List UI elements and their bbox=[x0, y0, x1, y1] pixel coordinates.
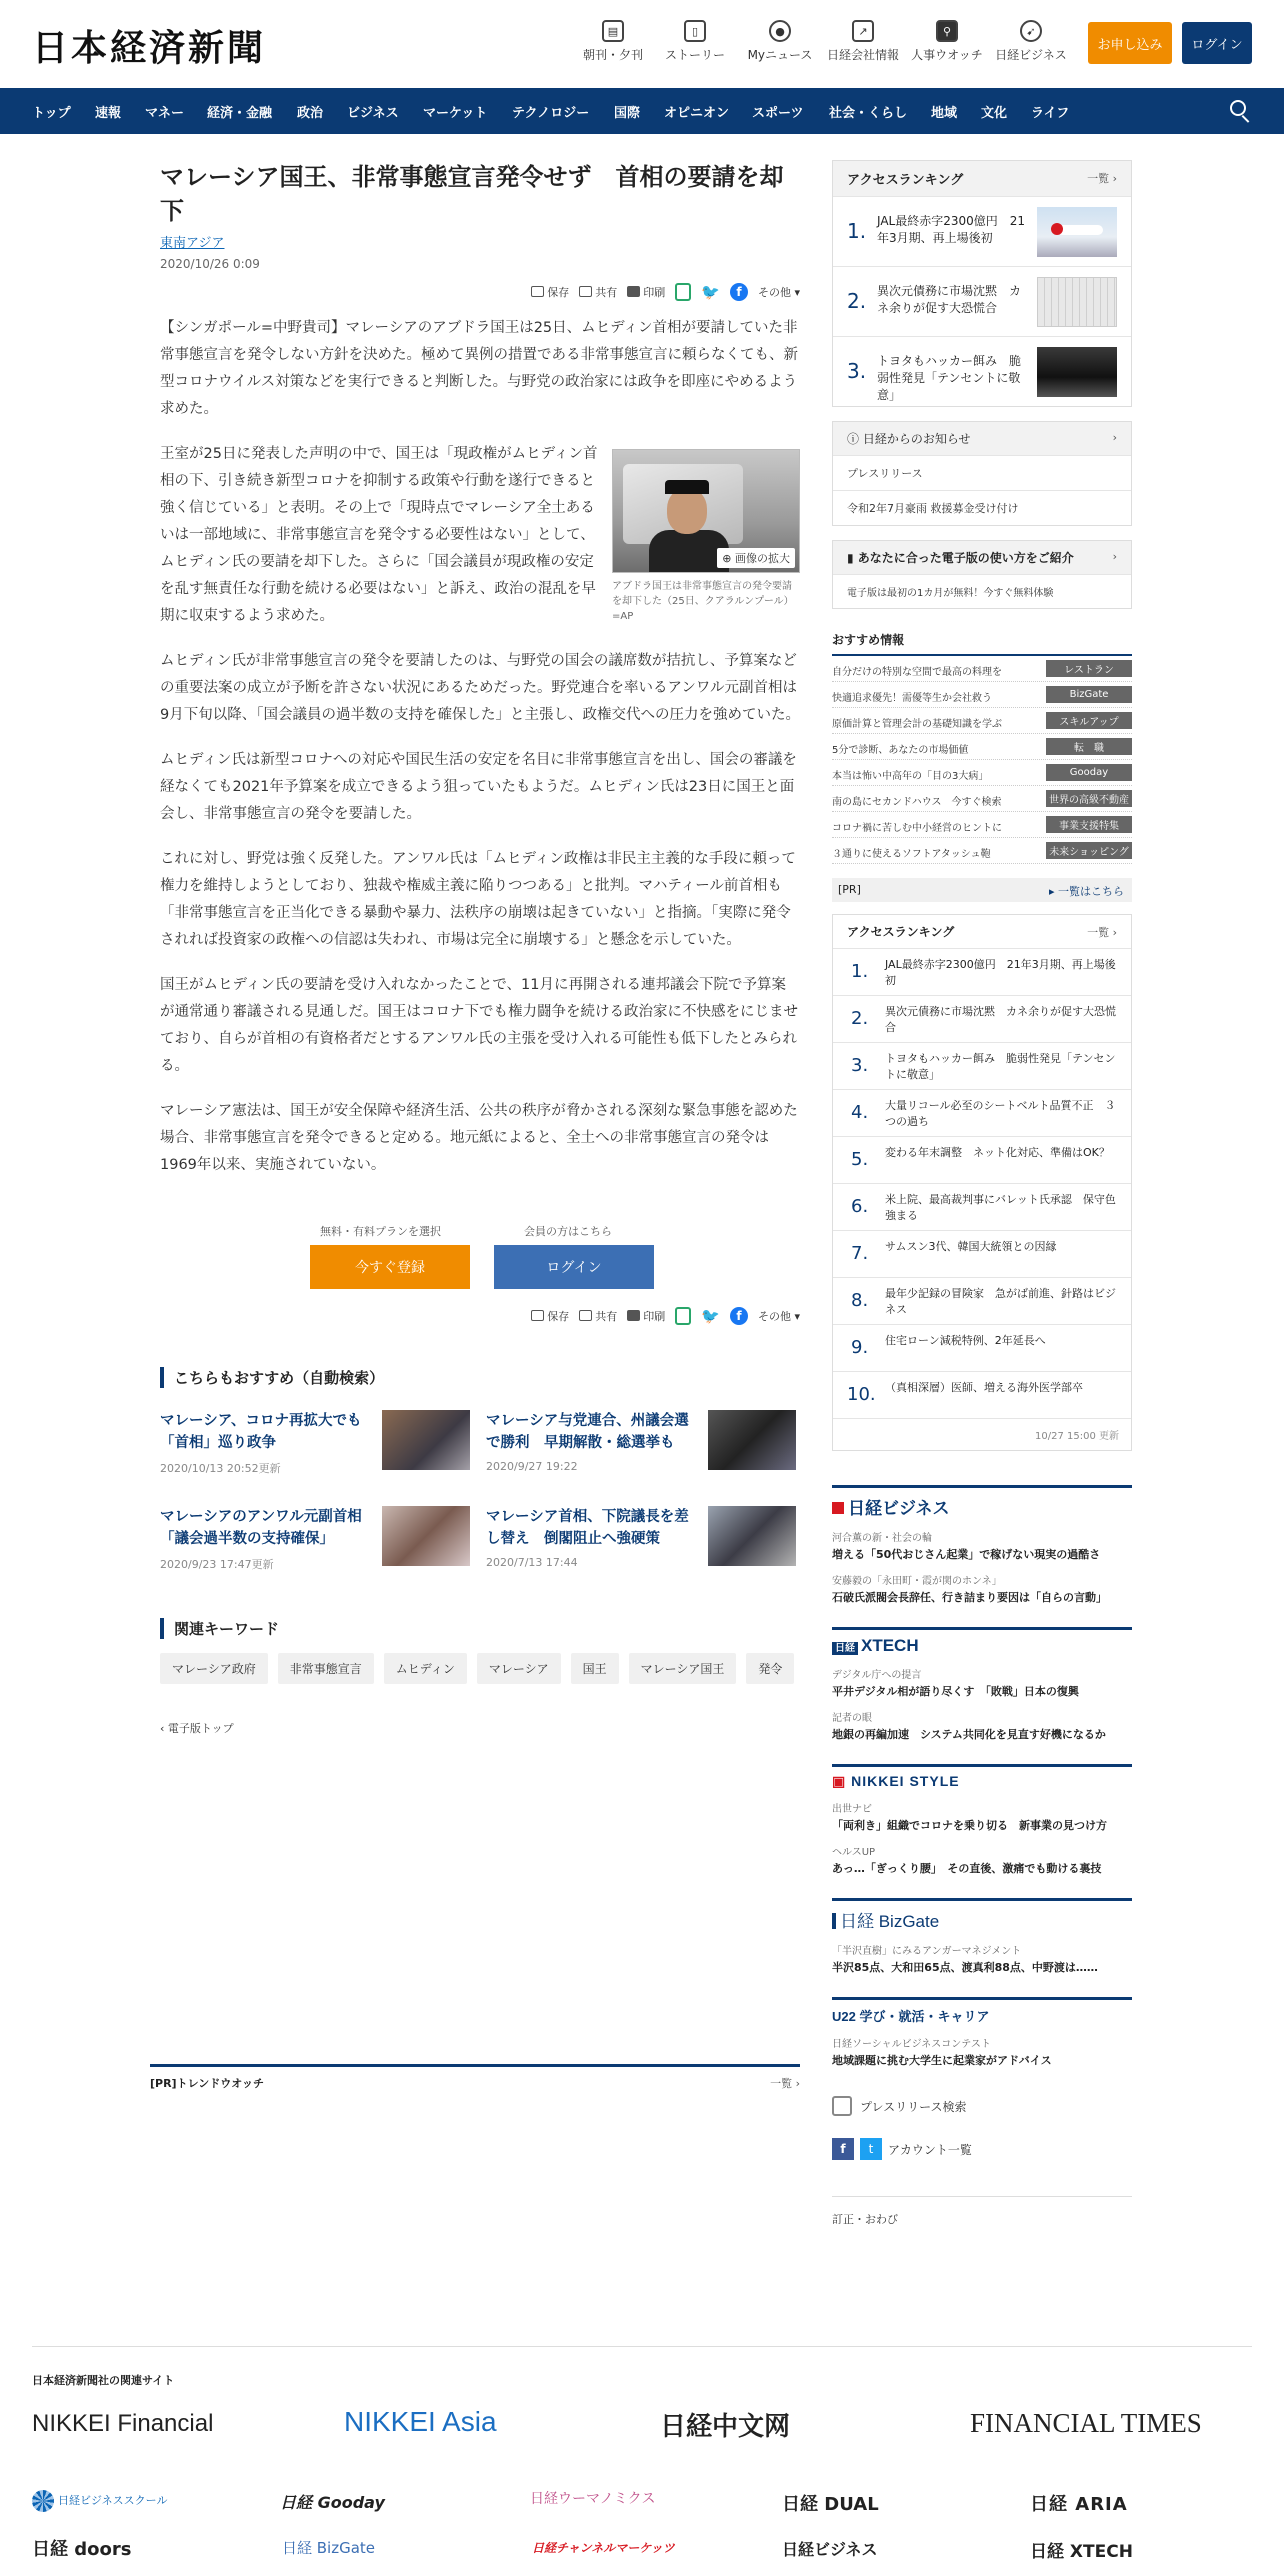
footer-logo-business-school[interactable]: 日経ビジネススクール bbox=[32, 2490, 167, 2512]
mag-title[interactable]: 半沢85点、大和田65点、渡真利88点、中野渡は…… bbox=[832, 1961, 1098, 1974]
share-button[interactable]: 共有 bbox=[579, 284, 617, 300]
ranking-item[interactable]: 7. サムスン3代、韓国大統領との因縁 bbox=[833, 1230, 1131, 1277]
mag-u22 bbox=[832, 1997, 1132, 2068]
pr-trend-label: [PR]トレンドウオッチ bbox=[150, 2077, 264, 2090]
rank-number: 1. bbox=[847, 219, 867, 243]
mag-title[interactable]: あっ…「ぎっくり腰」 その直後、激痛でも動ける裏技 bbox=[832, 1862, 1102, 1875]
mag-nikkei-business bbox=[832, 1485, 1132, 1605]
rank-number: 2. bbox=[847, 289, 867, 313]
nav-item-market[interactable]: マーケット bbox=[423, 106, 488, 121]
ranking-item[interactable]: 3. トヨタもハッカー餌み 脆弱性発見「テンセントに敬意」 bbox=[833, 1042, 1131, 1089]
footer-logo-doors[interactable]: 日経 doors bbox=[32, 2539, 132, 2560]
mag-label: ヘルスUP bbox=[832, 1847, 876, 1858]
paywall-cta bbox=[160, 1223, 800, 1303]
twitter-icon[interactable]: 🐦 bbox=[701, 1307, 720, 1325]
search-icon[interactable] bbox=[1228, 98, 1254, 124]
footer-logo-chinese[interactable]: 日経中文网 bbox=[660, 2412, 791, 2442]
document-icon bbox=[832, 2096, 852, 2116]
rank-thumb[interactable] bbox=[1037, 277, 1117, 327]
rank-title[interactable]: JAL最終赤字2300億円 21年3月期、再上場後初 bbox=[877, 214, 1026, 245]
recommend-item[interactable] bbox=[160, 1506, 470, 1572]
ranking-more-link[interactable]: 一覧 › bbox=[1087, 926, 1117, 939]
ranking-item[interactable]: 6. 米上院、最高裁判事にバレット氏承認 保守色強まる bbox=[833, 1183, 1131, 1230]
nav-item-top[interactable]: トップ bbox=[32, 106, 71, 121]
top-link-label: 日経会社情報 bbox=[826, 48, 899, 62]
keyword-tag[interactable]: 発令 bbox=[746, 1653, 794, 1684]
ranking-heading: アクセスランキング 一覧 › bbox=[833, 161, 1131, 196]
clip-icon bbox=[531, 1310, 544, 1321]
article-category[interactable]: 東南アジア bbox=[160, 236, 225, 251]
nav-item-tech[interactable]: テクノロジー bbox=[512, 106, 590, 121]
recommend-info-item[interactable]: 5分で診断、あなたの市場価値 転 職 bbox=[832, 734, 1132, 760]
mail-icon bbox=[579, 286, 592, 297]
article-paragraph-with-figure bbox=[160, 441, 800, 630]
ranking-item[interactable]: 1. JAL最終赤字2300億円 21年3月期、再上場後初 bbox=[833, 948, 1131, 995]
print-button[interactable]: 印刷 bbox=[627, 1308, 665, 1324]
mag-xtech bbox=[832, 1627, 1132, 1742]
mag-logo[interactable]: 日経ビジネス bbox=[832, 1494, 1132, 1519]
ebook-heading[interactable]: ▮ あなたに合った電子版の使い方をご紹介 › bbox=[833, 541, 1131, 574]
print-icon bbox=[627, 1310, 640, 1321]
top-link-label: 人事ウオッチ bbox=[911, 48, 983, 62]
zoom-image-button[interactable]: ⊕ 画像の拡大 bbox=[717, 548, 795, 568]
mag-label: 安藤毅の「永田町・霞が関のホンネ」 bbox=[832, 1576, 1002, 1587]
nav-item-politics[interactable]: 政治 bbox=[297, 106, 324, 121]
keyword-tag[interactable]: マレーシア bbox=[477, 1653, 561, 1684]
site-header bbox=[0, 0, 1284, 88]
mag-label: デジタル庁への提言 bbox=[832, 1670, 922, 1681]
mag-title[interactable]: 石破氏派閥会長辞任、行き詰まり要因は「自らの言動」 bbox=[832, 1591, 1107, 1604]
recommend-info-item[interactable]: ３通りに使えるソフトアタッシュ鞄 未来ショッピング bbox=[832, 838, 1132, 864]
more-share-button[interactable]: その他 ▾ bbox=[757, 1310, 800, 1323]
story-icon: ▯ bbox=[684, 20, 706, 42]
recommend-info-list bbox=[832, 656, 1132, 864]
ranking-item[interactable] bbox=[833, 266, 1131, 336]
pr-trend-more-link[interactable]: 一覧 › bbox=[770, 2077, 800, 2090]
nav-item-sokuho[interactable]: 速報 bbox=[95, 106, 122, 121]
recommend-item[interactable] bbox=[486, 1410, 796, 1473]
mag-nikkei-style bbox=[832, 1764, 1132, 1876]
top-link-label: ストーリー bbox=[664, 48, 725, 62]
mag-title[interactable]: 地域課題に挑む大学生に起業家がアドバイス bbox=[832, 2054, 1052, 2067]
chart-icon: ↗ bbox=[852, 20, 874, 42]
nikkei-logo[interactable]: 日本経済新聞 bbox=[32, 27, 267, 69]
twitter-icon[interactable]: 🐦 bbox=[701, 283, 720, 301]
recommend-thumb[interactable] bbox=[708, 1506, 796, 1566]
footer-logo-aria[interactable]: 日経 ARIA bbox=[1030, 2494, 1128, 2515]
figure-caption: アブドラ国王は非常事態宣言の発令要請を却下した（25日、クアラルンプール）=AP bbox=[612, 581, 794, 622]
login-button[interactable]: ログイン bbox=[1182, 22, 1252, 64]
ranking-item[interactable] bbox=[833, 196, 1131, 266]
nav-item-sports[interactable]: スポーツ bbox=[752, 106, 804, 121]
recommend-item[interactable] bbox=[486, 1506, 796, 1569]
article-figure bbox=[612, 449, 800, 624]
mag-title[interactable]: 増える「50代おじさん起業」で稼げない現実の過酷さ bbox=[832, 1548, 1101, 1561]
compass-icon: ➹ bbox=[1020, 20, 1042, 42]
top-link-business[interactable] bbox=[990, 20, 1072, 63]
nav-item-life[interactable]: ライフ bbox=[1031, 106, 1070, 121]
footer-logo-dual[interactable]: 日経 DUAL bbox=[782, 2494, 879, 2515]
top-link-company[interactable] bbox=[822, 20, 904, 63]
footer-logo-xtech[interactable]: 日経 XTECH bbox=[1030, 2542, 1133, 2562]
keyword-tag[interactable]: ムヒディン bbox=[384, 1653, 467, 1684]
press-release-search-link[interactable]: プレスリリース検索 bbox=[832, 2096, 1132, 2116]
ranking-updated-time: 10/27 15:00 更新 bbox=[833, 1418, 1131, 1450]
recommend-item[interactable] bbox=[160, 1410, 470, 1476]
nav-item-business[interactable]: ビジネス bbox=[347, 106, 399, 121]
top-link-paper[interactable] bbox=[580, 20, 646, 63]
facebook-icon: f bbox=[832, 2138, 854, 2160]
ebook-box bbox=[832, 540, 1132, 609]
share-bar-top bbox=[160, 279, 800, 307]
recommend-heading: こちらもおすすめ（自動検索） bbox=[160, 1367, 800, 1388]
ranking-box-full bbox=[832, 914, 1132, 1451]
recommend-date: 2020/9/23 17:47更新 bbox=[160, 1558, 274, 1571]
more-share-button[interactable]: その他 ▾ bbox=[757, 286, 800, 299]
mag-title[interactable]: 「両利き」組織でコロナを乗り切る 新事業の見つけ方 bbox=[832, 1819, 1107, 1832]
mag-label: 出世ナビ bbox=[832, 1804, 872, 1815]
mag-logo[interactable]: 日経 BizGate bbox=[832, 1907, 1132, 1932]
account-list-link[interactable]: f t アカウント一覧 bbox=[832, 2138, 1132, 2160]
recommend-thumb[interactable] bbox=[382, 1410, 470, 1470]
note-icon[interactable] bbox=[675, 283, 691, 301]
rank-title[interactable]: 異次元債務に市場沈黙 カネ余りが促す大恐慌合 bbox=[877, 284, 1022, 315]
search-person-icon: ⚲ bbox=[936, 20, 958, 42]
sidebar bbox=[832, 160, 1132, 2227]
footer-logo-nikkei-financial[interactable]: NIKKEI Financial bbox=[32, 2410, 214, 2437]
ranking-more-link[interactable]: 一覧 › bbox=[1087, 172, 1117, 185]
facebook-icon[interactable]: f bbox=[730, 1307, 748, 1325]
nav-item-society[interactable]: 社会・くらし bbox=[829, 106, 908, 121]
article-paragraph: 【シンガポール=中野貴司】マレーシアのアブドラ国王は25日、ムヒディン首相が要請していた非常事態宣言を発令しない方針を決めた。極めて異例の措置である非常事態宣言に頼らなくても、新型コロナウイルス対策などを実行できると判断した。与野党の政治家には政争を即座にやめるよう求めた。 bbox=[160, 320, 798, 417]
pr-more-link[interactable]: ▸ 一覧はこちら bbox=[1048, 885, 1124, 898]
cta-login-button[interactable]: ログイン bbox=[494, 1245, 654, 1289]
nav-item-region[interactable]: 地域 bbox=[931, 106, 958, 121]
global-nav bbox=[0, 88, 1284, 134]
mag-label: 記者の眼 bbox=[832, 1713, 872, 1724]
keyword-tag[interactable]: 国王 bbox=[571, 1653, 619, 1684]
notice-link[interactable]: 令和2年7月豪雨 救援募金受け付け bbox=[833, 490, 1131, 525]
notice-box bbox=[832, 421, 1132, 526]
recommend-info-item[interactable]: 南の島にセカンドハウス 今すぐ検索 世界の高級不動産 bbox=[832, 786, 1132, 812]
clip-icon bbox=[531, 286, 544, 297]
recommend-title[interactable]: マレーシア与党連合、州議会選で勝利 早期解散・総選挙も bbox=[486, 1413, 689, 1451]
save-button[interactable]: 保存 bbox=[531, 284, 569, 300]
top-link-label: Myニュース bbox=[747, 48, 813, 62]
footer-logo-gooday[interactable]: 日経 Gooday bbox=[280, 2493, 385, 2512]
ranking-item[interactable]: 4. 大量リコール必至のシートベルト品質不正 ３つの過ち bbox=[833, 1089, 1131, 1136]
keyword-tag[interactable]: マレーシア国王 bbox=[629, 1653, 737, 1684]
footer-divider bbox=[32, 2346, 1252, 2347]
recommend-info-item[interactable]: 本当は怖い中高年の「目の3大病」 Gooday bbox=[832, 760, 1132, 786]
nav-item-world[interactable]: 国際 bbox=[614, 106, 641, 121]
recommend-thumb[interactable] bbox=[708, 1410, 796, 1470]
nav-item-opinion[interactable]: オピニオン bbox=[664, 106, 730, 121]
ranking-item[interactable]: 2. 異次元債務に市場沈黙 カネ余りが促す大恐慌合 bbox=[833, 995, 1131, 1042]
keyword-list bbox=[160, 1653, 800, 1684]
ranking-box-top bbox=[832, 160, 1132, 407]
footer-logo-channel-markets[interactable]: 日経チャンネルマーケッツ bbox=[532, 2541, 675, 2555]
footer-logo-nikkei-asia[interactable]: NIKKEI Asia bbox=[344, 2406, 497, 2437]
notice-link[interactable]: プレスリリース bbox=[833, 455, 1131, 490]
mag-title[interactable]: 平井デジタル相が語り尽くす 「敗戦」日本の復興 bbox=[832, 1685, 1079, 1698]
cta-right-label: 会員の方はこちら bbox=[524, 1225, 612, 1238]
keyword-tag[interactable]: 非常事態宣言 bbox=[278, 1653, 374, 1684]
recommend-title[interactable]: マレーシア、コロナ再拡大でも「首相」巡り政争 bbox=[160, 1413, 362, 1451]
mag-label: 河合薫の新・社会の輪 bbox=[832, 1533, 932, 1544]
recommend-info-item[interactable]: コロナ禍に苦しむ中小経営のヒントに 事業支援特集 bbox=[832, 812, 1132, 838]
recommend-date: 2020/7/13 17:44 bbox=[486, 1556, 578, 1569]
share-bar-bottom bbox=[160, 1303, 800, 1331]
top-link-story[interactable] bbox=[660, 20, 730, 63]
article-date: 2020/10/26 0:09 bbox=[160, 257, 260, 271]
mag-logo[interactable]: 日経 XTECH bbox=[832, 1636, 1132, 1656]
article-paragraph: ムヒディン氏は新型コロナへの対応や国民生活の安定を名目に非常事態宣言を出し、国会の審議を経なくても2021年予算案を成立できるよう狙っていたもようだ。ムヒディン氏は23日に国王と面会し、非常事態宣言の発令を要請した。 bbox=[160, 752, 797, 822]
recommend-info-item[interactable]: 原価計算と管理会計の基礎知識を学ぶ スキルアップ bbox=[832, 708, 1132, 734]
top-link-mynews[interactable] bbox=[740, 20, 820, 63]
footer-logo-ft[interactable]: FINANCIAL TIMES bbox=[970, 2408, 1202, 2438]
subscribe-button[interactable]: お申し込み bbox=[1088, 22, 1172, 64]
recommend-info-item[interactable]: 快適追求優先！需優等生か会社救う BizGate bbox=[832, 682, 1132, 708]
article-title: マレーシア国王、非常事態宣言発令せず 首相の要請を却下 bbox=[160, 163, 784, 225]
top-link-jinji[interactable] bbox=[906, 20, 988, 63]
footer-logo-nikkei-business[interactable]: 日経ビジネス bbox=[782, 2540, 878, 2559]
keywords-heading: 関連キーワード bbox=[160, 1618, 800, 1639]
recommend-grid bbox=[160, 1410, 800, 1610]
article-paragraph: 国王がムヒディン氏の要請を受け入れなかったことで、11月に再開される連邦議会下院で予算案が通常通り審議される見通しだ。国王はコロナ下でも権力闘争を続ける政治家に不快感をにじませており、自らが首相の有資格者だとするアンワル氏の主張を受け入れる可能性も低下したとみられる。 bbox=[160, 977, 798, 1074]
ranking-item[interactable]: 10. （真相深層）医師、増える海外医学部卒 bbox=[833, 1371, 1131, 1418]
article-paragraph: 王室が25日に発表した声明の中で、国王は「現政権がムヒディン首相の下、引き続き新型コロナを抑制する政策や行動を遂行できると強く信じている」と表明。その上で「現時点でマレーシア全土あるいは一部地域に、非常事態宣言を発令する必要性はない」として、ムヒディン氏の要請を却下した。さらに「国会議員が現政権の安定を乱す無責任な行動を続ける必要はない」と訴え、政治の混乱を早期に収束するよう求めた。 bbox=[160, 446, 598, 624]
nav-item-money[interactable]: マネー bbox=[145, 106, 185, 121]
article-paragraph: マレーシア憲法は、国王が安全保障や経済生活、公共の秩序が脅かされる深刻な緊急事態を認めた場合、非常事態宣言を発令できると定める。地元紙によると、全土への非常事態宣言の発令は1969年以来、実施されていない。 bbox=[160, 1103, 798, 1173]
rank-thumb[interactable] bbox=[1037, 207, 1117, 257]
pr-bar: [PR] ▸ 一覧はこちら bbox=[832, 878, 1132, 902]
share-button[interactable]: 共有 bbox=[579, 1308, 617, 1324]
mag-title[interactable]: 地銀の再編加速 システム共同化を見直す好機になるか bbox=[832, 1728, 1106, 1741]
rank-title[interactable]: トヨタもハッカー餌み 脆弱性発見「テンセントに敬意」 bbox=[877, 354, 1022, 402]
notice-heading[interactable]: ⓘ 日経からのお知らせ › bbox=[833, 422, 1131, 455]
mag-logo[interactable]: ▣ NIKKEI STYLE bbox=[832, 1773, 960, 1789]
book-icon: ▮ bbox=[847, 551, 854, 565]
ranking-heading: アクセスランキング 一覧 › bbox=[833, 915, 1131, 948]
back-to-top-link[interactable]: ‹ 電子版トップ bbox=[160, 1722, 234, 1735]
cta-left-label: 無料・有料プランを選択 bbox=[320, 1225, 441, 1238]
recommend-thumb[interactable] bbox=[382, 1506, 470, 1566]
ebook-sub[interactable]: 電子版は最初の1カ月が無料！今すぐ無料体験 bbox=[833, 574, 1131, 608]
recommend-info-item[interactable]: 自分だけの特別な空間で最高の料理を レストラン bbox=[832, 656, 1132, 682]
pr-trend-watch bbox=[150, 2064, 800, 2091]
footer-logo-bizgate[interactable]: 日経 BizGate bbox=[282, 2539, 376, 2557]
rank-number: 3. bbox=[847, 359, 867, 383]
recommend-info-heading: おすすめ情報 bbox=[832, 631, 1132, 656]
rank-thumb[interactable] bbox=[1037, 347, 1117, 397]
nav-item-economy[interactable]: 経済・金融 bbox=[207, 106, 273, 121]
related-sites-heading: 日本経済新聞社の関連サイト bbox=[32, 2374, 175, 2387]
ranking-item[interactable] bbox=[833, 336, 1131, 406]
recommend-date: 2020/9/27 19:22 bbox=[486, 1460, 578, 1473]
twitter-icon: t bbox=[860, 2138, 882, 2160]
register-button[interactable]: 今すぐ登録 bbox=[310, 1245, 470, 1289]
top-link-label: 日経ビジネス bbox=[995, 48, 1067, 62]
user-icon: ● bbox=[769, 20, 791, 42]
newspaper-icon: ▤ bbox=[602, 20, 624, 42]
article bbox=[160, 160, 800, 1736]
mag-bizgate bbox=[832, 1898, 1132, 1975]
facebook-icon[interactable]: f bbox=[730, 283, 748, 301]
ranking-item[interactable]: 9. 住宅ローン減税特例、2年延長へ bbox=[833, 1324, 1131, 1371]
mag-label: 日経ソーシャルビジネスコンテスト bbox=[832, 2039, 991, 2050]
nav-item-culture[interactable]: 文化 bbox=[981, 106, 1008, 121]
mag-logo[interactable]: U22 学び・就活・キャリア bbox=[832, 2009, 990, 2024]
top-link-label: 朝刊・夕刊 bbox=[582, 48, 643, 62]
article-paragraph: これに対し、野党は強く反発した。アンワル氏は「ムヒディン政権は非民主主義的な手段に頼って権力を維持しようとしており、独裁や権威主義に陥りつつある」と批判。マハティール前首相も「非常事態宣言を正当化できる暴動や暴力、法秩序の崩壊は起きていない」と指摘。「実際に発令されれば投資家の政権への信認は失われ、市場は完全に崩壊する」と懸念を示していた。 bbox=[160, 851, 796, 948]
ranking-item[interactable]: 8. 最年少記録の冒険家 急がば前進、針路はビジネス bbox=[833, 1277, 1131, 1324]
mag-label: 「半沢直樹」にみるアンガーマネジメント bbox=[832, 1946, 1022, 1957]
recommend-title[interactable]: マレーシアのアンワル元副首相「議会過半数の支持確保」 bbox=[160, 1509, 362, 1547]
save-button[interactable]: 保存 bbox=[531, 1308, 569, 1324]
article-photo[interactable] bbox=[612, 449, 800, 573]
recommend-title[interactable]: マレーシア首相、下院議長を差し替え 倒閣阻止へ強硬策 bbox=[486, 1509, 689, 1547]
article-paragraph: ムヒディン氏が非常事態宣言の発令を要請したのは、与野党の国会の議席数が拮抗し、予算案などの重要法案の成立が予断を許さない状況にあるためだった。野党連合を率いるアンワル元副首相は9月下旬以降、「国会議員の過半数の支持を確保した」と主張し、政権交代への圧力を強めていた。 bbox=[160, 653, 800, 723]
note-icon[interactable] bbox=[675, 1307, 691, 1325]
corrections-link[interactable]: 訂正・おわび bbox=[832, 2196, 1132, 2227]
print-button[interactable]: 印刷 bbox=[627, 284, 665, 300]
ranking-item[interactable]: 5. 変わる年末調整 ネット化対応、準備はOK？ bbox=[833, 1136, 1131, 1183]
keyword-tag[interactable]: マレーシア政府 bbox=[160, 1653, 268, 1684]
print-icon bbox=[627, 286, 640, 297]
footer-logo-womanomics[interactable]: 日経ウーマノミクス bbox=[530, 2491, 656, 2507]
recommend-date: 2020/10/13 20:52更新 bbox=[160, 1462, 281, 1475]
mail-icon bbox=[579, 1310, 592, 1321]
